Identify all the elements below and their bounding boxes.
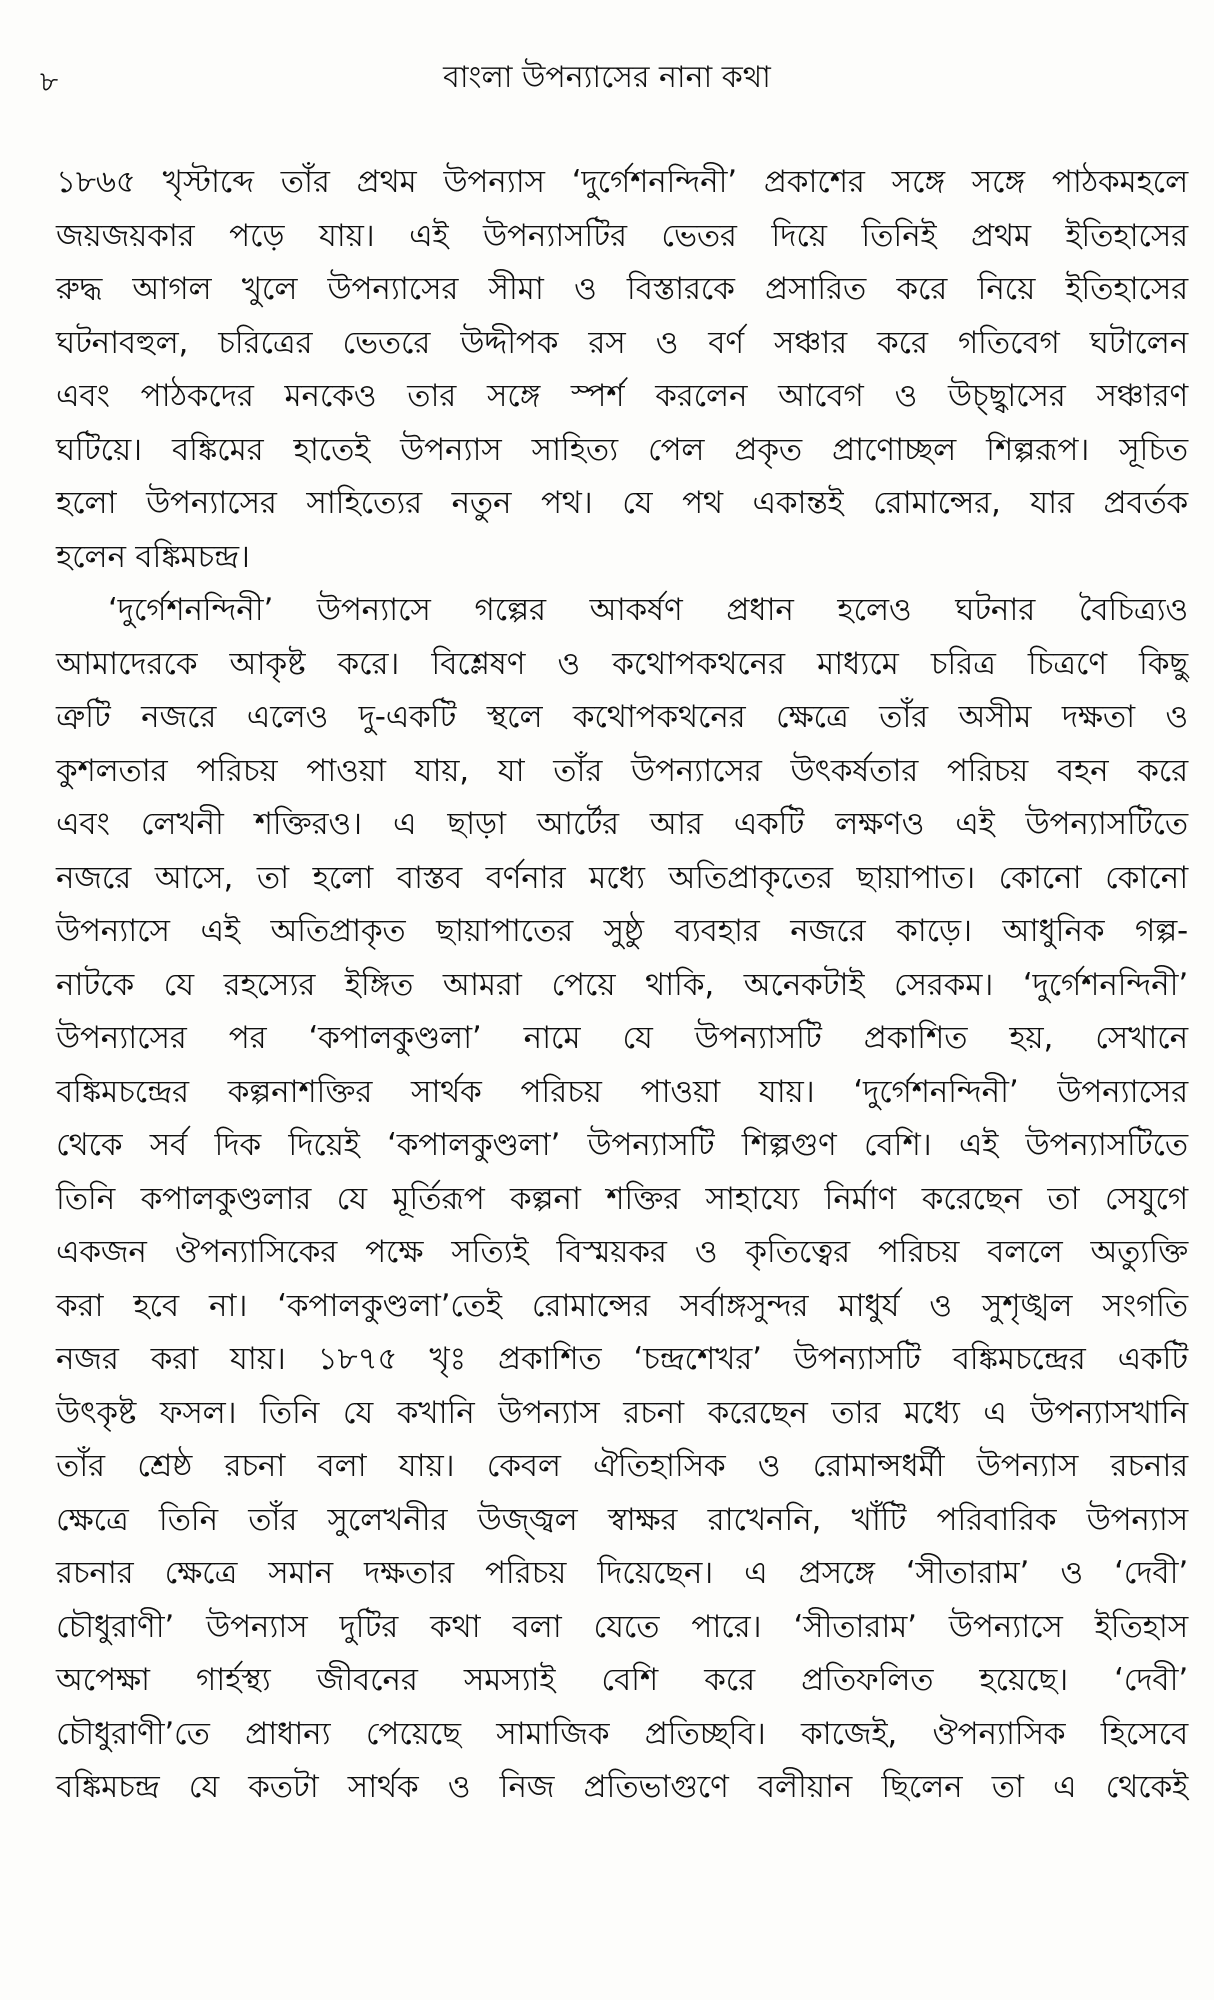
text-line: চৌধুরাণী’তে প্রাধান্য পেয়েছে সামাজিক প্রতিচ্ছবি। কাজেই, ঔপন্যাসিক হিসেবে bbox=[56, 1715, 1188, 1752]
text-line: বঙ্কিমচন্দ্র যে কতটা সার্থক ও নিজ প্রতিভাগুণে বলীয়ান ছিলেন তা এ থেকেই bbox=[56, 1769, 1188, 1805]
text-line: ক্ষেত্রে তিনি তাঁর সুলেখনীর উজ্জ্বল স্বাক্ষর রাখেননি, খাঁটি পরিবারিক উপন্যাস bbox=[56, 1501, 1188, 1538]
text-line: তিনি কপালকুণ্ডলার যে মূর্তিরূপ কল্পনা শক্তির সাহায্যে নির্মাণ করেছেন তা সেযুগে bbox=[56, 1180, 1188, 1217]
text-line: আমাদেরকে আকৃষ্ট করে। বিশ্লেষণ ও কথোপকথনের মাধ্যমে চরিত্র চিত্রণে কিছু bbox=[56, 645, 1188, 682]
text-line: নজরে আসে, তা হলো বাস্তব বর্ণনার মধ্যে অতিপ্রাকৃতের ছায়াপাত। কোনো কোনো bbox=[56, 859, 1188, 896]
text-line: এবং লেখনী শক্তিরও। এ ছাড়া আর্টের আর একটি লক্ষণও এই উপন্যাসটিতে bbox=[56, 806, 1188, 842]
text-line: রচনার ক্ষেত্রে সমান দক্ষতার পরিচয় দিয়েছেন। এ প্রসঙ্গে ‘সীতারাম’ ও ‘দেবী’ bbox=[56, 1555, 1188, 1591]
text-line: হলো উপন্যাসের সাহিত্যের নতুন পথ। যে পথ একান্তই রোমান্সের, যার প্রবর্তক bbox=[56, 485, 1188, 521]
text-line: করা হবে না। ‘কপালকুণ্ডলা’তেই রোমান্সের সর্বাঙ্গসুন্দর মাধুর্য ও সুশৃঙ্খল সংগতি bbox=[56, 1287, 1188, 1324]
text-line: উপন্যাসের পর ‘কপালকুণ্ডলা’ নামে যে উপন্যাসটি প্রকাশিত হয়, সেখানে bbox=[56, 1020, 1188, 1056]
text-line: কুশলতার পরিচয় পাওয়া যায়, যা তাঁর উপন্যাসের উৎকর্ষতার পরিচয় বহন করে bbox=[56, 752, 1188, 789]
text-line: চৌধুরাণী’ উপন্যাস দুটির কথা বলা যেতে পারে। ‘সীতারাম’ উপন্যাসে ইতিহাস bbox=[56, 1608, 1188, 1645]
page-header bbox=[0, 52, 1214, 102]
text-line: ১৮৬৫ খৃস্টাব্দে তাঁর প্রথম উপন্যাস ‘দুর্গেশনন্দিনী’ প্রকাশের সঙ্গে সঙ্গে পাঠকমহলে bbox=[56, 164, 1188, 200]
text-line: একজন ঔপন্যাসিকের পক্ষে সত্যিই বিস্ময়কর ও কৃতিত্বের পরিচয় বললে অত্যুক্তি bbox=[56, 1234, 1188, 1270]
text-line: রুদ্ধ আগল খুলে উপন্যাসের সীমা ও বিস্তারকে প্রসারিত করে নিয়ে ইতিহাসের bbox=[56, 271, 1188, 307]
text-line: নজর করা যায়। ১৮৭৫ খৃঃ প্রকাশিত ‘চন্দ্রশেখর’ উপন্যাসটি বঙ্কিমচন্দ্রের একটি bbox=[56, 1341, 1188, 1377]
text-line: তাঁর শ্রেষ্ঠ রচনা বলা যায়। কেবল ঐতিহাসিক ও রোমান্সধর্মী উপন্যাস রচনার bbox=[56, 1448, 1188, 1484]
text-line: থেকে সর্ব দিক দিয়েই ‘কপালকুণ্ডলা’ উপন্যাসটি শিল্পগুণ বেশি। এই উপন্যাসটিতে bbox=[56, 1127, 1188, 1163]
page-number: ৮ bbox=[40, 65, 59, 98]
text-line: নাটকে যে রহস্যের ইঙ্গিত আমরা পেয়ে থাকি, অনেকটাই সেরকম। ‘দুর্গেশনন্দিনী’ bbox=[56, 966, 1188, 1003]
text-line: বঙ্কিমচন্দ্রের কল্পনাশক্তির সার্থক পরিচয় পাওয়া যায়। ‘দুর্গেশনন্দিনী’ উপন্যাসের bbox=[56, 1073, 1188, 1110]
running-title: বাংলা উপন্যাসের নানা কথা bbox=[443, 60, 771, 95]
paragraph-start-line: ‘দুর্গেশনন্দিনী’ উপন্যাসে গল্পের আকর্ষণ প্রধান হলেও ঘটনার বৈচিত্র্যও bbox=[108, 592, 1188, 628]
body-text bbox=[56, 156, 1188, 1815]
text-line: জয়জয়কার পড়ে যায়। এই উপন্যাসটির ভেতর দিয়ে তিনিই প্রথম ইতিহাসের bbox=[56, 217, 1188, 254]
text-line: এবং পাঠকদের মনকেও তার সঙ্গে স্পর্শ করলেন আবেগ ও উচ্ছ্বাসের সঞ্চারণ bbox=[56, 378, 1188, 414]
text-line: ঘটিয়ে। বঙ্কিমের হাতেই উপন্যাস সাহিত্য পেল প্রকৃত প্রাণোচ্ছল শিল্পরূপ। সূচিত bbox=[56, 431, 1188, 468]
text-line: ঘটনাবহুল, চরিত্রের ভেতরে উদ্দীপক রস ও বর্ণ সঞ্চার করে গতিবেগ ঘটালেন bbox=[56, 324, 1188, 361]
text-line: ত্রুটি নজরে এলেও দু-একটি স্থলে কথোপকথনের ক্ষেত্রে তাঁর অসীম দক্ষতা ও bbox=[56, 699, 1188, 735]
text-line: উৎকৃষ্ট ফসল। তিনি যে কখানি উপন্যাস রচনা করেছেন তার মধ্যে এ উপন্যাসখানি bbox=[56, 1394, 1189, 1431]
text-line: অপেক্ষা গার্হস্থ্য জীবনের সমস্যাই বেশি করে প্রতিফলিত হয়েছে। ‘দেবী’ bbox=[56, 1662, 1188, 1698]
paragraph-end-line: হলেন বঙ্কিমচন্দ্র। bbox=[56, 538, 250, 575]
text-line: উপন্যাসে এই অতিপ্রাকৃত ছায়াপাতের সুষ্ঠু ব্যবহার নজরে কাড়ে। আধুনিক গল্প- bbox=[56, 913, 1188, 949]
